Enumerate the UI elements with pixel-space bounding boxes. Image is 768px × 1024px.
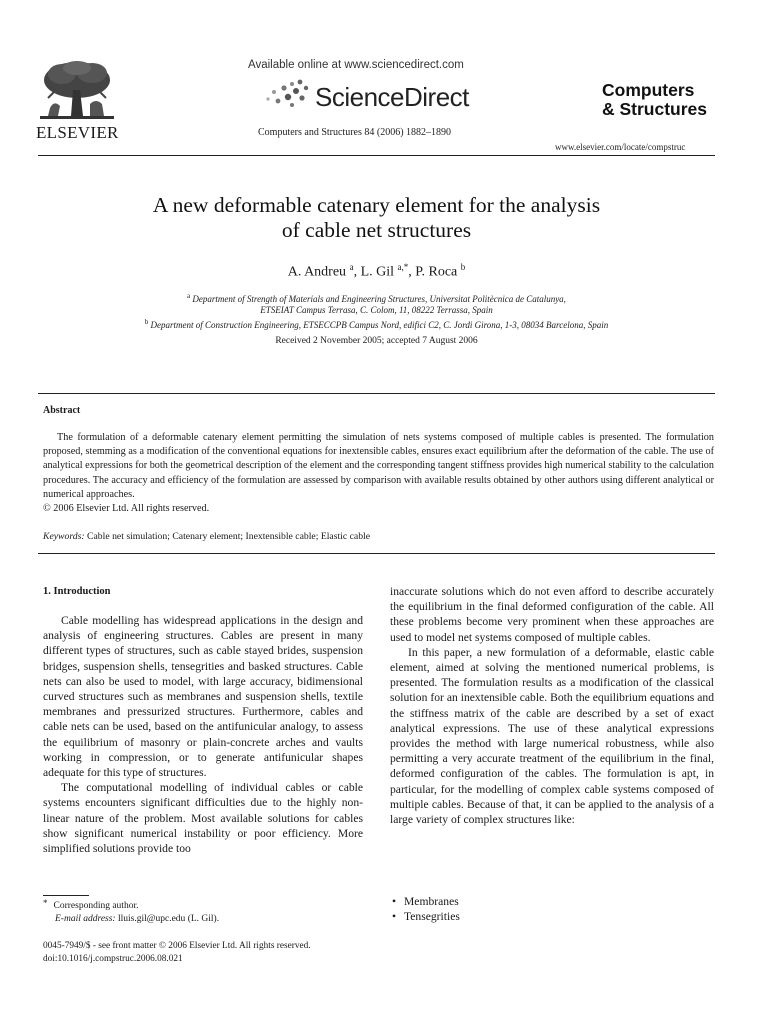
journal-title-line1: Computers xyxy=(602,80,695,100)
abstract-copyright: © 2006 Elsevier Ltd. All rights reserved. xyxy=(43,503,210,515)
sciencedirect-brand: ScienceDirect xyxy=(315,82,469,112)
elsevier-tree-icon xyxy=(40,60,114,122)
author-affiliation-mark: a xyxy=(349,262,354,272)
email-link[interactable]: lluis.gil@upc.edu xyxy=(117,913,186,924)
doi-link[interactable]: doi:10.1016/j.compstruc.2006.08.021 xyxy=(43,953,183,964)
issn-line: 0045-7949/$ - see front matter © 2006 Elsevier Ltd. All rights reserved. xyxy=(43,941,311,951)
email-label: E-mail address: xyxy=(55,913,116,924)
list-item xyxy=(392,909,460,924)
affiliation-b xyxy=(38,318,715,330)
paper-title-line1: A new deformable catenary element for the analysis xyxy=(152,193,601,217)
footnote-divider xyxy=(43,895,89,896)
author-name: P. Roca xyxy=(415,264,458,280)
list-item xyxy=(392,894,460,909)
list-item-text: Tensegrities xyxy=(404,910,460,924)
elsevier-logo xyxy=(36,60,118,144)
footnote-corresponding-text: Corresponding author. xyxy=(53,901,139,911)
paragraph: Cable modelling has widespread applications in the design and analysis of engineering structures. Cables are present in many different types of structures, such as cable stayed brides, suspension bridges, suspension shells, tensegrities and basked structures. Cable nets can also be used to model, with large accuracy, bidimensional curved structures such as membranes and suspension shells, textile membranes and pressurized structures. Furthermore, cables and cable nets can be used, based on the antifunicular analogy, to assess the equilibrium of masonry or plain-concrete arches and vaults working in compression, or to generate antifunicular shapes adequate for this type of structures. xyxy=(43,614,363,780)
footnote-star: * xyxy=(43,898,48,908)
right-column xyxy=(390,584,714,827)
email-suffix: (L. Gil). xyxy=(187,913,220,924)
author-affiliation-mark: a,* xyxy=(397,262,409,272)
affiliation-text: Department of Strength of Materials and Engineering Structures, Universitat Politècnica de Catalunya, xyxy=(192,294,566,304)
keywords-label: Keywords: xyxy=(43,531,85,542)
paper-title xyxy=(38,193,715,243)
publisher-name: ELSEVIER xyxy=(36,123,119,142)
affiliation-a-line1 xyxy=(38,292,715,304)
affiliation-mark: a xyxy=(187,292,191,300)
section-heading: 1. Introduction xyxy=(43,586,111,597)
footer-block xyxy=(43,940,311,965)
paragraph: inaccurate solutions which do not even afford to describe accurately the equilibrium in the final deformed configuration of the cable. All these problems become very prominent when these approaches are used to model net systems composed of multiple cables. xyxy=(390,585,714,644)
author-affiliation-mark: b xyxy=(460,262,466,272)
affiliation-a-line2 xyxy=(38,305,715,315)
footnote-email-line xyxy=(43,913,219,926)
received-dates: Received 2 November 2005; accepted 7 August 2006 xyxy=(275,336,478,346)
paper-title-line2: of cable net structures xyxy=(281,218,472,242)
journal-url-link[interactable]: www.elsevier.com/locate/compstruc xyxy=(555,142,686,152)
journal-title-line2: & Structures xyxy=(602,99,708,119)
bullet-icon: • xyxy=(392,895,397,908)
author-name: A. Andreu xyxy=(287,264,347,280)
bullet-list xyxy=(392,894,460,924)
author-separator: , xyxy=(353,264,361,280)
footnote xyxy=(43,899,219,925)
author-separator: , xyxy=(408,264,416,280)
journal-title xyxy=(602,81,707,119)
sciencedirect-dots-icon xyxy=(262,78,310,108)
list-item-text: Membranes xyxy=(404,895,459,908)
available-online-text[interactable]: Available online at www.sciencedirect.com xyxy=(248,59,464,71)
affiliation-text: ETSEIAT Campus Terrasa, C. Colom, 11, 08222 Terrassa, Spain xyxy=(260,305,493,315)
abstract-top-divider xyxy=(38,393,715,394)
affiliation-text: Department of Construction Engineering, ETSECCPB Campus Nord, edifici C2, C. Jordi Girona, 1-3, 08034 Barcelona, Spain xyxy=(150,320,609,330)
abstract-body xyxy=(43,431,714,516)
affiliation-mark: b xyxy=(144,318,149,326)
header-divider xyxy=(38,155,715,156)
footnote-corresponding xyxy=(43,899,219,913)
keywords-line xyxy=(43,531,370,542)
author-list xyxy=(38,262,715,281)
paragraph: The computational modelling of individual cables or cable systems encounters significant difficulties due to the highly non-linear nature of the problem. Most available solutions for cables show significant numerical instability or poor efficiency. More simplified solutions provide too xyxy=(43,781,363,856)
author-name: L. Gil xyxy=(360,264,395,280)
left-column xyxy=(43,613,363,856)
paragraph: In this paper, a new formulation of a deformable, elastic cable element, aimed at solving the mentioned numerical problems, is presented. The formulation results as a modification of the classical solution for an inextensible cable. Both the equilibrium equations and the stiffness matrix of the cable are described by a set of exact analytical expressions. The use of these analytical expressions provides the method with large numerical robustness, while also permitting a very accurate treatment of the equilibrium in the final, deformed configuration of the cables. The formulation is apt, in particular, for the modelling of complex cable systems composed of multiple cables. Because of that, it can be applied to the analysis of a large variety of complex structures like: xyxy=(390,645,714,827)
abstract-paragraph: The formulation of a deformable catenary element permitting the simulation of nets systems composed of multiple cables is presented. The formulation proposed, stemming as a modification of the conventional equations for inextensible cables, ensures exact equilibrium after the deformation of the cable. The use of analytical expressions for both the geometrical description of the element and the corresponding tangent stiffness provides high numerical stability to the calculation procedures. The accuracy and efficiency of the formulation are assessed by comparison with available results obtained by other authors using different analytical or numerical approaches. xyxy=(43,432,714,500)
abstract-heading: Abstract xyxy=(43,405,81,416)
abstract-bottom-divider xyxy=(38,553,715,554)
keywords-list: Cable net simulation; Catenary element; Inextensible cable; Elastic cable xyxy=(87,531,371,542)
journal-reference: Computers and Structures 84 (2006) 1882–1890 xyxy=(258,127,452,138)
bullet-icon: • xyxy=(392,910,397,924)
